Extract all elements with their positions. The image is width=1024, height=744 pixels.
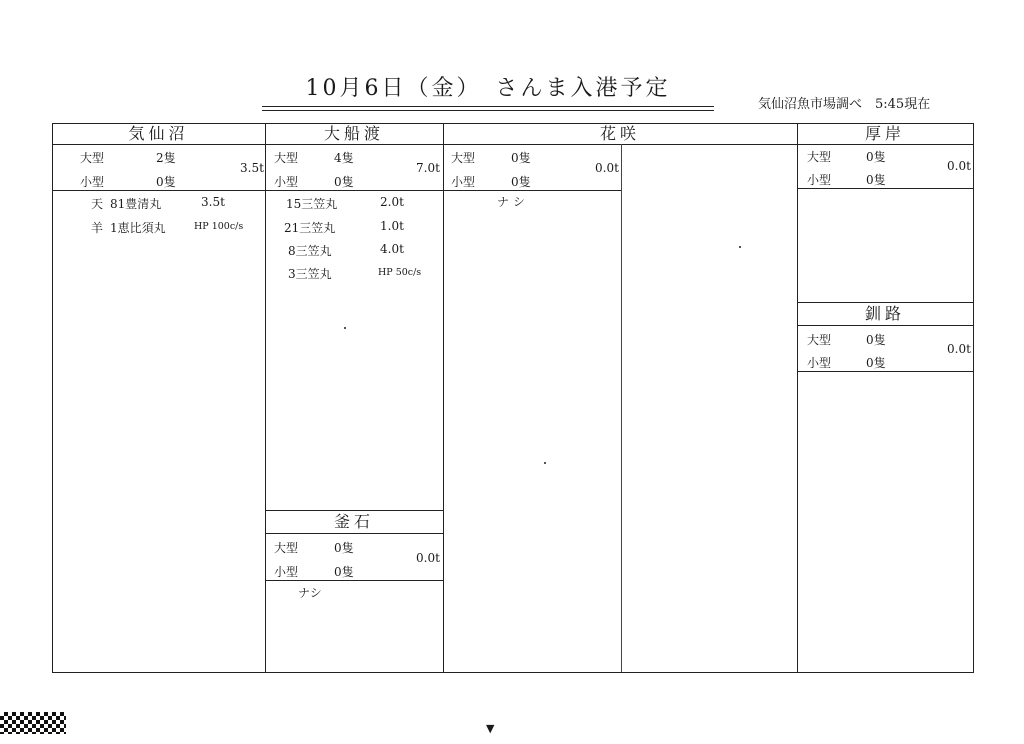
column-header: 釜石 — [333, 512, 374, 531]
page-title: 10月6日（金） さんま入港予定 — [305, 76, 671, 101]
small-label: 小型 — [274, 565, 299, 579]
column-header: 釧路 — [864, 304, 905, 323]
title-underline-double — [262, 110, 714, 111]
ship-name: 81豊清丸 — [110, 197, 162, 211]
large-count: 2隻 — [156, 151, 176, 165]
col-border-thin — [621, 144, 622, 672]
header-row-border — [52, 144, 974, 145]
large-label: 大型 — [807, 333, 832, 347]
ship-amount: 4.0t — [380, 242, 404, 256]
large-count: 0隻 — [866, 150, 886, 164]
summary-border-ofunato — [265, 190, 443, 191]
summary-border-hanasaki — [443, 190, 621, 191]
large-count: 0隻 — [334, 541, 354, 555]
page-marker: ▼ — [486, 722, 495, 735]
none-text: ナシ — [298, 586, 322, 600]
total-amount: 7.0t — [416, 161, 440, 175]
kamaishi-top-border — [265, 510, 443, 511]
column-header: 花咲 — [599, 124, 640, 143]
ship-amount: HP 100c/s — [194, 221, 244, 232]
source-note: 気仙沼魚市場調べ 5:45現在 — [758, 97, 931, 112]
ship-name: 15三笠丸 — [286, 197, 338, 211]
large-label: 大型 — [274, 151, 299, 165]
col-border — [443, 123, 444, 673]
scan-speck — [344, 327, 346, 329]
large-label: 大型 — [807, 150, 832, 164]
large-label: 大型 — [274, 541, 299, 555]
large-count: 0隻 — [511, 151, 531, 165]
table-bottom-border — [52, 672, 974, 673]
ship-amount: 1.0t — [380, 219, 404, 233]
total-amount: 0.0t — [947, 159, 971, 173]
summary-border-kesennuma — [52, 190, 265, 191]
small-label: 小型 — [80, 175, 105, 189]
col-border — [52, 123, 53, 673]
ship-name: 3三笠丸 — [288, 267, 332, 281]
small-label: 小型 — [807, 173, 832, 187]
large-count: 4隻 — [334, 151, 354, 165]
small-count: 0隻 — [866, 173, 886, 187]
scan-checker-pattern — [0, 712, 66, 734]
large-label: 大型 — [451, 151, 476, 165]
small-count: 0隻 — [511, 175, 531, 189]
small-label: 小型 — [451, 175, 476, 189]
ship-name: 1恵比須丸 — [110, 221, 166, 235]
ship-amount: HP 50c/s — [378, 267, 422, 278]
title-underline — [262, 106, 714, 107]
kamaishi-header-border — [265, 533, 443, 534]
kamaishi-summary-border — [265, 580, 443, 581]
small-count: 0隻 — [866, 356, 886, 370]
large-count: 0隻 — [866, 333, 886, 347]
scan-speck — [544, 462, 546, 464]
small-label: 小型 — [807, 356, 832, 370]
kushiro-top-border — [797, 302, 973, 303]
summary-border-akkeshi — [797, 188, 973, 189]
large-label: 大型 — [80, 151, 105, 165]
total-amount: 3.5t — [240, 161, 264, 175]
ship-mark: ⽺ — [91, 221, 104, 235]
total-amount: 0.0t — [416, 551, 440, 565]
small-count: 0隻 — [334, 565, 354, 579]
total-amount: 0.0t — [947, 342, 971, 356]
column-header: 気仙沼 — [128, 124, 189, 143]
scan-speck — [739, 246, 741, 248]
small-count: 0隻 — [156, 175, 176, 189]
ship-mark: 天 — [91, 197, 104, 211]
col-border — [973, 123, 974, 673]
column-header: 大船渡 — [323, 124, 384, 143]
small-label: 小型 — [274, 175, 299, 189]
ship-amount: 3.5t — [201, 195, 225, 209]
ship-name: 8三笠丸 — [288, 244, 332, 258]
kushiro-header-border — [797, 325, 973, 326]
none-text: ナ シ — [497, 195, 525, 209]
ship-amount: 2.0t — [380, 195, 404, 209]
kushiro-summary-border — [797, 371, 973, 372]
ship-name: 21三笠丸 — [284, 221, 336, 235]
small-count: 0隻 — [334, 175, 354, 189]
col-border — [265, 123, 266, 673]
column-header: 厚岸 — [864, 124, 905, 143]
col-border — [797, 123, 798, 673]
total-amount: 0.0t — [595, 161, 619, 175]
